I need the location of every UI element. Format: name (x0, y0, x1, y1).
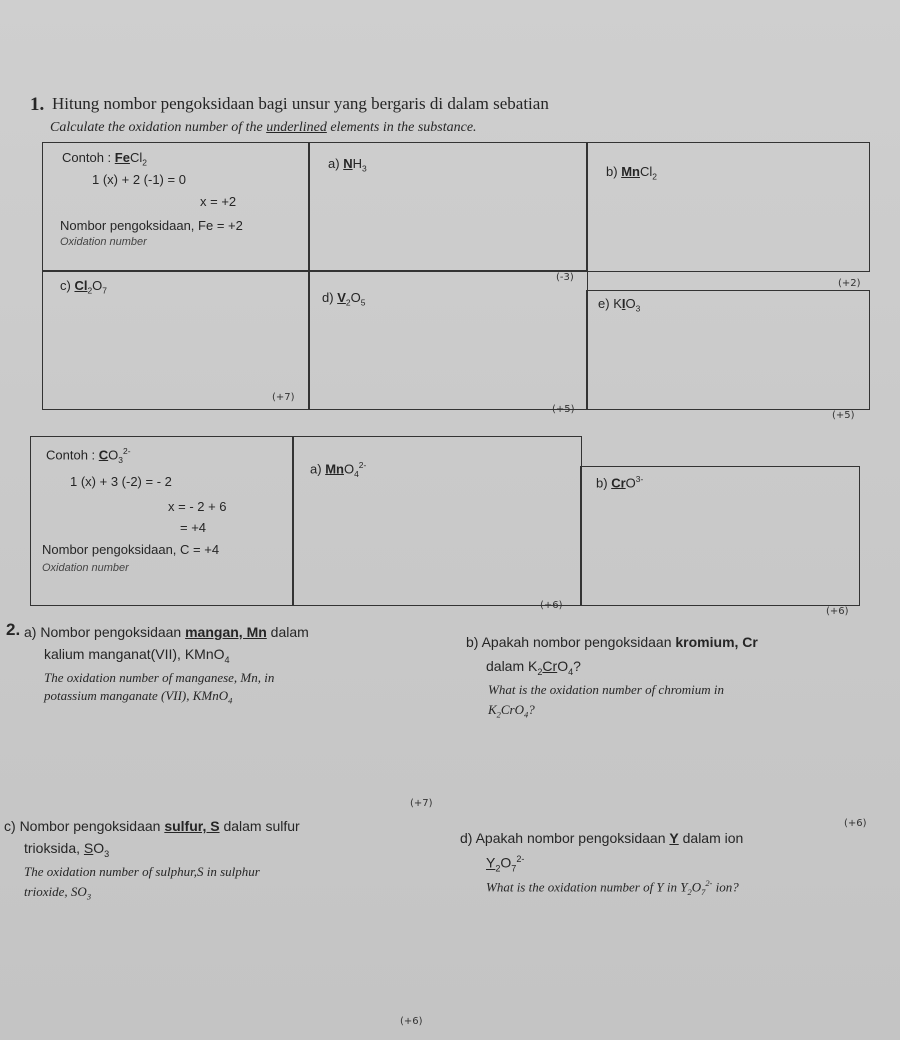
q2a-en-line2-text: potassium manganate (VII), KMnO (44, 688, 229, 703)
table1-example-element: Fe (114, 150, 130, 165)
table1-item-d-subel: 2 (345, 297, 351, 308)
table2-answer-a: (+6) (540, 600, 563, 611)
table2-example-element: C (98, 447, 109, 463)
q2d-ms-line2-sup: 2- (516, 854, 525, 864)
q2c-ms-line1 (4, 818, 300, 834)
table1-item-e-pre: K (613, 296, 622, 311)
q2d-ms-line2-sub: 2 (495, 863, 501, 874)
q2b-answer: (+6) (844, 818, 867, 829)
q1-title-en-post: elements in the substance. (330, 120, 477, 135)
q1-number: 1. (30, 94, 45, 115)
q2a-answer: (+7) (410, 798, 433, 809)
table1-item-a-sub: 3 (361, 163, 367, 174)
q2d-en-post: ion? (715, 879, 739, 895)
q2c-answer: (+6) (400, 1016, 423, 1027)
table1-oxnum-en: Oxidation number (60, 236, 147, 248)
q2c-ms-line2-sub: 3 (104, 848, 110, 859)
table1-item-c-subel: 2 (87, 285, 93, 296)
q2a-label: a) (24, 624, 37, 640)
q2c-en-line1: The oxidation number of sulphur,S in sulphur (24, 864, 260, 879)
q2b-ms-line2-post: O (557, 658, 569, 674)
q2a-en-line2 (44, 688, 232, 706)
q2b-label: b) (466, 634, 479, 650)
table1-work-line1: 1 (x) + 2 (-1) = 0 (92, 172, 186, 187)
table1-item-c (60, 278, 107, 296)
table2-work-line1: 1 (x) + 3 (-2) = - 2 (70, 474, 172, 489)
table1-item-d-label: d) (322, 290, 334, 305)
table1-item-d (322, 290, 365, 308)
table2-item-a-element: Mn (325, 461, 344, 477)
q2a-ms-line1 (24, 624, 309, 640)
table2-work-line3: = +4 (180, 520, 207, 535)
q2a-ms-line2-sub: 4 (224, 654, 230, 665)
q2b-ms-line2-pre: dalam K (486, 658, 538, 674)
table1-item-c-label: c) (60, 278, 71, 293)
table2-item-b-element: Cr (611, 475, 626, 491)
table1-answer-e: (+5) (552, 404, 575, 415)
table1-item-a-rest: H (352, 156, 362, 171)
q2b-en-line2-q: ? (528, 702, 535, 717)
q1-title-ms-text: Hitung nombor pengoksidaan bagi unsur yang bergaris di dalam sebatian (52, 94, 549, 113)
table2-item-a-sub: 4 (354, 468, 359, 479)
table2-item-b-rest: O (625, 475, 636, 491)
table1-item-b-rest: Cl (639, 164, 653, 179)
table1-oxnum-ms: Nombor pengoksidaan, Fe = +2 (60, 218, 243, 233)
q1-title-en-underlined: underlined (266, 120, 327, 135)
q2d-ms-line2-el: Y (486, 854, 496, 871)
table1-example-label: Contoh : (62, 150, 112, 165)
table1-item-c-sub: 7 (102, 285, 107, 296)
table1-item-a-element: N (343, 156, 353, 171)
q2b-ms-line2-sub2: 4 (568, 666, 574, 677)
q2d-en-sub2: 7 (701, 886, 706, 897)
table2-item-a (310, 460, 366, 479)
q2c-ms-line2-text: trioksida, (24, 840, 81, 856)
table1-item-d-rest: O (350, 290, 361, 305)
q2-number: 2. (6, 620, 21, 639)
table1-item-a (328, 156, 367, 174)
q2a-en-line1: The oxidation number of manganese, Mn, in (44, 670, 275, 685)
table1-item-e-label: e) (598, 296, 610, 311)
table1-example-sub: 2 (142, 157, 147, 168)
q2d-en-line1-text: What is the oxidation number of Y in Y (486, 879, 688, 895)
table2-oxnum-ms: Nombor pengoksidaan, C = +4 (42, 542, 220, 557)
table2-example-rest: O (108, 447, 119, 463)
q2d-ms-post: dalam ion (682, 830, 744, 846)
q2b-ms-bold: kromium, Cr (675, 634, 758, 650)
table1-example-rest: Cl (129, 150, 143, 165)
table1-item-d-element: V (337, 290, 346, 305)
q2a-en-line2-sub: 4 (228, 695, 233, 706)
q2b-ms-pre: Apakah nombor pengoksidaan (481, 634, 672, 650)
table1-item-e-rest: O (625, 296, 636, 311)
q2d-en-sup: 2- (705, 878, 713, 888)
table2-item-b (596, 474, 643, 490)
q2c-en-line2-sub: 3 (86, 891, 92, 902)
q2b-en-line2-mid: CrO (500, 702, 525, 717)
table2-work-line2: x = - 2 + 6 (168, 499, 227, 514)
table1-answer-d: (+7) (272, 392, 295, 403)
q2d-ms-el: Y (669, 830, 679, 846)
table1-item-b-element: Mn (621, 164, 640, 179)
q2a-ms-pre: Nombor pengoksidaan (40, 624, 182, 640)
table1-item-b (606, 164, 657, 182)
q2c-ms-pre: Nombor pengoksidaan (19, 818, 161, 834)
table1-work-line2: x = +2 (200, 194, 237, 209)
table1-item-e (598, 296, 640, 314)
q2c-ms-line2-rest: O (93, 840, 105, 856)
table1-answer-b: (-3) (556, 272, 574, 283)
table2-item-a-label: a) (310, 461, 322, 477)
table2-item-b-sup: 3- (635, 474, 644, 484)
table2-example-sup: 2- (123, 446, 131, 456)
q2d-en-sub: 2 (687, 886, 692, 897)
q1-title-en (50, 120, 477, 136)
q2d-ms-pre: Apakah nombor pengoksidaan (475, 830, 666, 846)
q2d-en-line1 (486, 878, 739, 897)
table1-answer-c: (+2) (838, 278, 861, 289)
table2-example-formula (46, 446, 131, 465)
q2c-en-line2 (24, 884, 91, 902)
q1-title-en-pre: Calculate the oxidation number of the (50, 120, 263, 135)
table1-item-c-element: Cl (74, 278, 88, 293)
table1-item-c-rest: O (92, 278, 103, 293)
q2d-ms-line2-rest: O (500, 854, 512, 871)
q2c-ms-underlined: sulfur, S (164, 818, 220, 834)
q2c-ms-line2 (24, 840, 109, 859)
table1-item-d-sub: 5 (360, 297, 366, 308)
q2d-en-mid: O (691, 879, 702, 895)
q2b-en-line2-sub2: 4 (524, 709, 529, 720)
q2b-ms-line1 (466, 634, 758, 650)
table1-item-b-sub: 2 (652, 171, 657, 182)
q2b-ms-line2-el: Cr (542, 658, 558, 674)
q2b-ms-line2-q: ? (573, 658, 581, 674)
q2a-ms-post: dalam (270, 624, 309, 640)
q2b-en-line2-sub: 2 (496, 709, 501, 720)
table1-item-e-sub: 3 (635, 303, 641, 314)
q2b-en-line1: What is the oxidation number of chromium in (488, 682, 725, 697)
table1-example-formula (62, 150, 147, 168)
q2d-label: d) (460, 830, 473, 846)
q2b-ms-line2-sub: 2 (537, 666, 543, 677)
q1-title-ms (52, 94, 549, 114)
q2c-ms-post: dalam sulfur (223, 818, 300, 834)
table1-answer-last: (+5) (832, 410, 855, 421)
q2c-label: c) (4, 818, 16, 834)
table2-item-a-rest: O (343, 461, 355, 477)
q2c-ms-line2-el: S (83, 840, 94, 856)
q2c-en-line2-text: trioxide, SO (24, 884, 87, 899)
table2-item-b-label: b) (596, 475, 608, 491)
q2d-ms-line2 (486, 854, 524, 873)
table2-answer-b: (+6) (826, 606, 849, 617)
q2a-ms-underlined: mangan, Mn (185, 624, 267, 640)
table2-example-sub: 3 (118, 454, 123, 465)
table2-example-label: Contoh : (46, 447, 96, 463)
q2b-ms-line2 (486, 658, 581, 677)
table1-item-e-element: I (621, 296, 626, 311)
q2d-ms-line1 (460, 830, 743, 846)
q2a-ms-line2 (44, 646, 230, 665)
q2a-ms-line2-text: kalium manganat(VII), KMnO (44, 646, 225, 662)
table2-item-a-sup: 2- (358, 460, 367, 470)
table1-cell-b (586, 142, 870, 272)
table1-item-b-label: b) (606, 164, 618, 179)
q2b-en-line2-k: K (488, 702, 497, 717)
q2d-ms-line2-sub2: 7 (511, 863, 517, 874)
q2b-en-line2 (488, 702, 535, 720)
table2-oxnum-en: Oxidation number (42, 562, 129, 574)
table1-item-a-label: a) (328, 156, 340, 171)
